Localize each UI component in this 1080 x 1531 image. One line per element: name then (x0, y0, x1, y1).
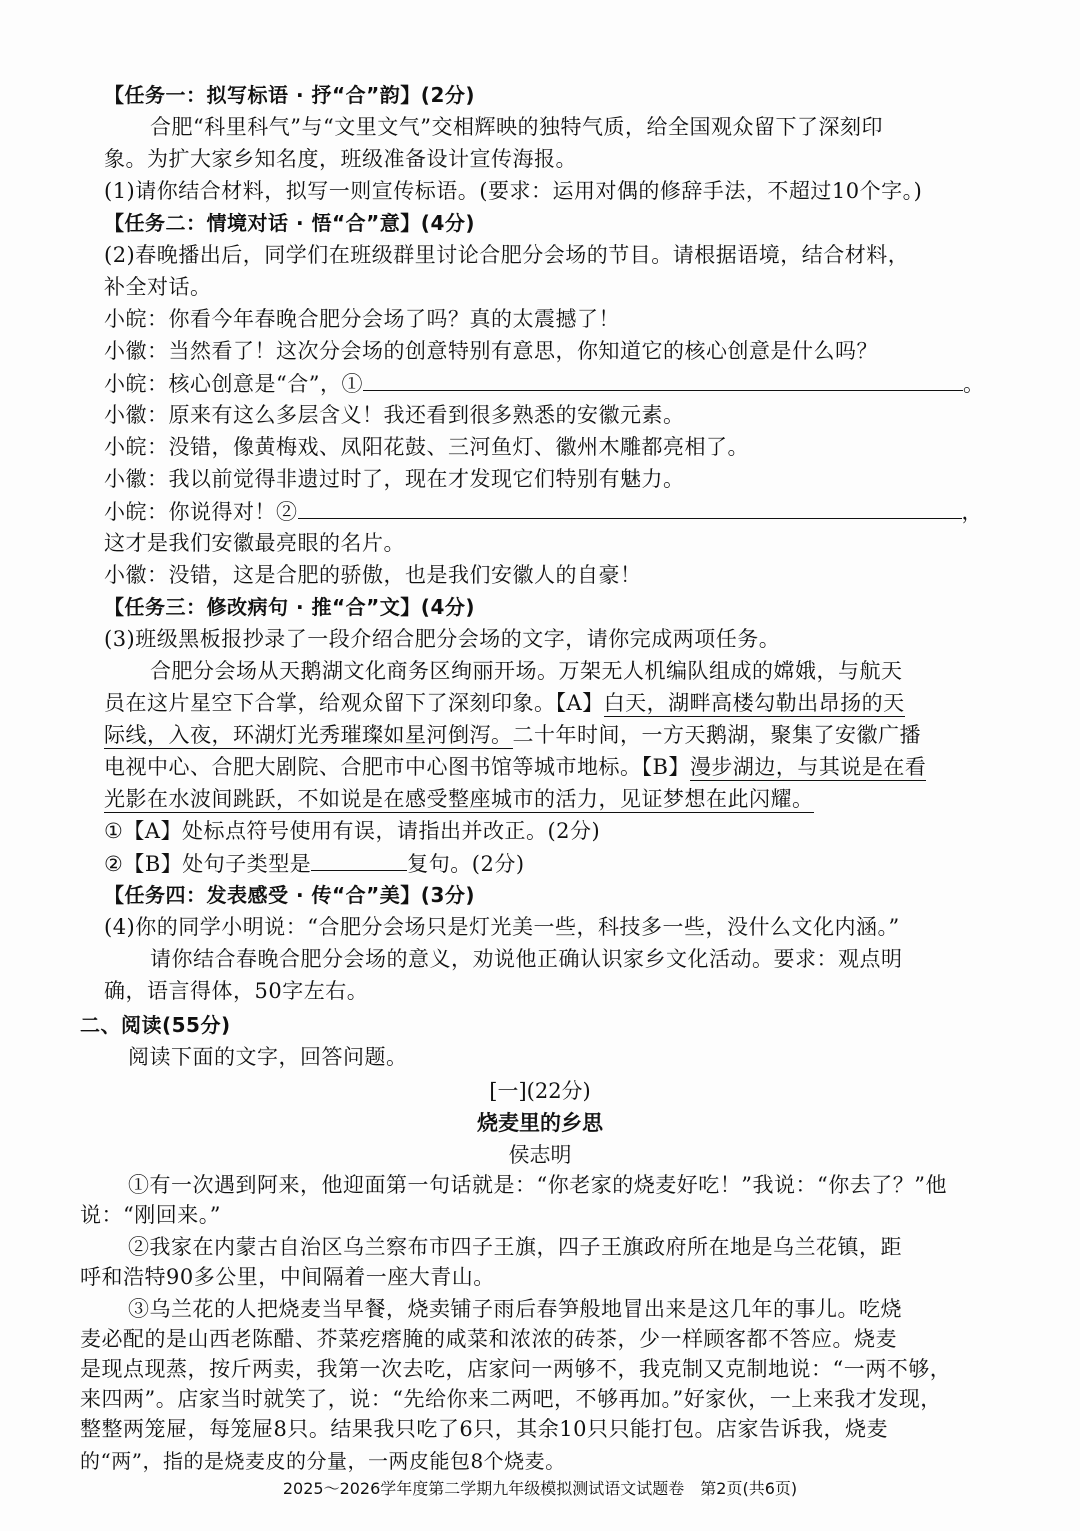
article-paragraph-line: ②我家在内蒙古自治区乌兰察布市四子王旗，四子王旗政府所在地是乌兰花镇，距 (128, 1235, 902, 1259)
passage-underlined-b: 光影在水波间跳跃，不如说是在感受整座城市的活力，见证梦想在此闪耀。 (104, 787, 814, 811)
dialogue-line-blank-2 (104, 496, 983, 528)
article-paragraph-line: 麦必配的是山西老陈醋、芥菜疙瘩腌的咸菜和浓浓的砖茶，少一样顾客都不答应。烧麦 (80, 1327, 897, 1351)
passage-underlined-a: 白天，湖畔高楼勾勒出昂扬的天 (603, 691, 905, 715)
question-1: (1)请你结合材料，拟写一则宣传标语。(要求：运用对偶的修辞手法，不超过10个字。) (104, 179, 923, 203)
section-intro: 阅读下面的文字，回答问题。 (128, 1045, 408, 1069)
dialogue-text: 小皖：核心创意是“合”，① (104, 372, 363, 396)
part-label: [一](22分) (489, 1079, 591, 1103)
dialogue-punct: 。 (962, 372, 985, 396)
article-title: 烧麦里的乡思 (477, 1111, 603, 1135)
dialogue-line: 小徽：没错，这是合肥的骄傲，也是我们安徽人的自豪！ (104, 563, 642, 587)
passage-text: 电视中心、合肥大剧院、合肥市中心图书馆等城市地标。【B】 (104, 755, 690, 779)
answer-blank-2[interactable] (298, 496, 962, 519)
subquestion-text: 复句。(2分) (407, 852, 525, 876)
task4-heading: 【任务四：发表感受 · 传“合”美】(3分) (104, 883, 476, 907)
question-4-requirement: 确，语言得体，50字左右。 (104, 979, 369, 1003)
article-paragraph-line: 整整两笼屉，每笼屉8只。结果我只吃了6只，其余10只只能打包。店家告诉我，烧麦 (80, 1417, 888, 1441)
article-paragraph-line: ①有一次遇到阿来，他迎面第一句话就是：“你老家的烧麦好吃！”我说：“你去了？”他 (128, 1173, 947, 1197)
question-4: (4)你的同学小明说：“合肥分会场只是灯光美一些，科技多一些，没什么文化内涵。” (104, 915, 900, 939)
passage-line: 合肥分会场从天鹅湖文化商务区绚丽开场。万架无人机编队组成的嫦娥，与航天 (150, 659, 903, 683)
dialogue-text: 小皖：你说得对！② (104, 500, 298, 524)
passage-underlined-b: 漫步湖边，与其说是在看 (689, 755, 927, 779)
task1-paragraph-line: 象。为扩大家乡知名度，班级准备设计宣传海报。 (104, 147, 577, 171)
article-paragraph-line: 来四两”。店家当时就笑了，说：“先给你来二两吧，不够再加。”好家伙，一上来我才发现， (80, 1387, 942, 1411)
answer-blank-3[interactable] (311, 848, 407, 871)
subquestion-text: ②【B】处句子类型是 (104, 852, 312, 876)
dialogue-line: 这才是我们安徽最亮眼的名片。 (104, 531, 405, 555)
dialogue-line: 小皖：没错，像黄梅戏、凤阳花鼓、三河鱼灯、徽州木雕都亮相了。 (104, 435, 749, 459)
subquestion-2 (104, 848, 525, 880)
dialogue-line: 小皖：你看今年春晚合肥分会场了吗？真的太震撼了！ (104, 307, 620, 331)
passage-text: 二十年时间，一方天鹅湖，聚集了安徽广播 (512, 723, 921, 747)
article-paragraph-line: 呼和浩特90多公里，中间隔着一座大青山。 (80, 1265, 495, 1289)
article-author: 侯志明 (508, 1143, 572, 1167)
passage-line (104, 688, 905, 719)
subquestion-1: ①【A】处标点符号使用有误，请指出并改正。(2分) (104, 819, 601, 843)
question-4-requirement: 请你结合春晚合肥分会场的意义，劝说他正确认识家乡文化活动。要求：观点明 (150, 947, 903, 971)
dialogue-line: 小徽：当然看了！这次分会场的创意特别有意思，你知道它的核心创意是什么吗？ (104, 339, 878, 363)
article-paragraph-line: 是现点现蒸，按斤两卖，我第一次去吃，店家问一两够不，我克制又克制地说：“一两不够， (80, 1357, 952, 1381)
passage-line (104, 784, 814, 815)
passage-text: 员在这片星空下合掌，给观众留下了深刻印象。【A】 (104, 691, 604, 715)
article-paragraph-line: 说：“刚回来。” (80, 1203, 221, 1227)
dialogue-line-blank-1 (104, 368, 984, 400)
question-3: (3)班级黑板报抄录了一段介绍合肥分会场的文字，请你完成两项任务。 (104, 627, 781, 651)
article-paragraph-line: 的“两”，指的是烧麦皮的分量，一两皮能包8个烧麦。 (80, 1449, 566, 1473)
dialogue-punct: ， (961, 500, 983, 524)
dialogue-line: 小徽：原来有这么多层含义！我还看到很多熟悉的安徽元素。 (104, 403, 685, 427)
page-footer: 2025～2026学年度第二学期九年级模拟测试语文试题卷 第2页(共6页) (282, 1479, 798, 1498)
section-heading: 二、阅读(55分) (80, 1013, 231, 1037)
dialogue-line: 小徽：我以前觉得非遗过时了，现在才发现它们特别有魅力。 (104, 467, 685, 491)
answer-blank-1[interactable] (363, 368, 963, 391)
passage-line (104, 720, 921, 751)
article-paragraph-line: ③乌兰花的人把烧麦当早餐，烧卖铺子雨后春笋般地冒出来是这几年的事儿。吃烧 (128, 1297, 902, 1321)
question-2-line: 补全对话。 (104, 275, 212, 299)
task2-heading: 【任务二：情境对话 · 悟“合”意】(4分) (104, 211, 476, 235)
task3-heading: 【任务三：修改病句 · 推“合”文】(4分) (104, 595, 476, 619)
task1-paragraph-line: 合肥“科里科气”与“文里文气”交相辉映的独特气质，给全国观众留下了深刻印 (150, 115, 883, 139)
passage-line (104, 752, 926, 783)
task1-heading: 【任务一：拟写标语 · 抒“合”韵】(2分) (104, 83, 476, 107)
passage-underlined-a: 际线，入夜，环湖灯光秀璀璨如星河倒泻。 (104, 723, 513, 747)
question-2-line: (2)春晚播出后，同学们在班级群里讨论合肥分会场的节目。请根据语境，结合材料， (104, 243, 910, 267)
